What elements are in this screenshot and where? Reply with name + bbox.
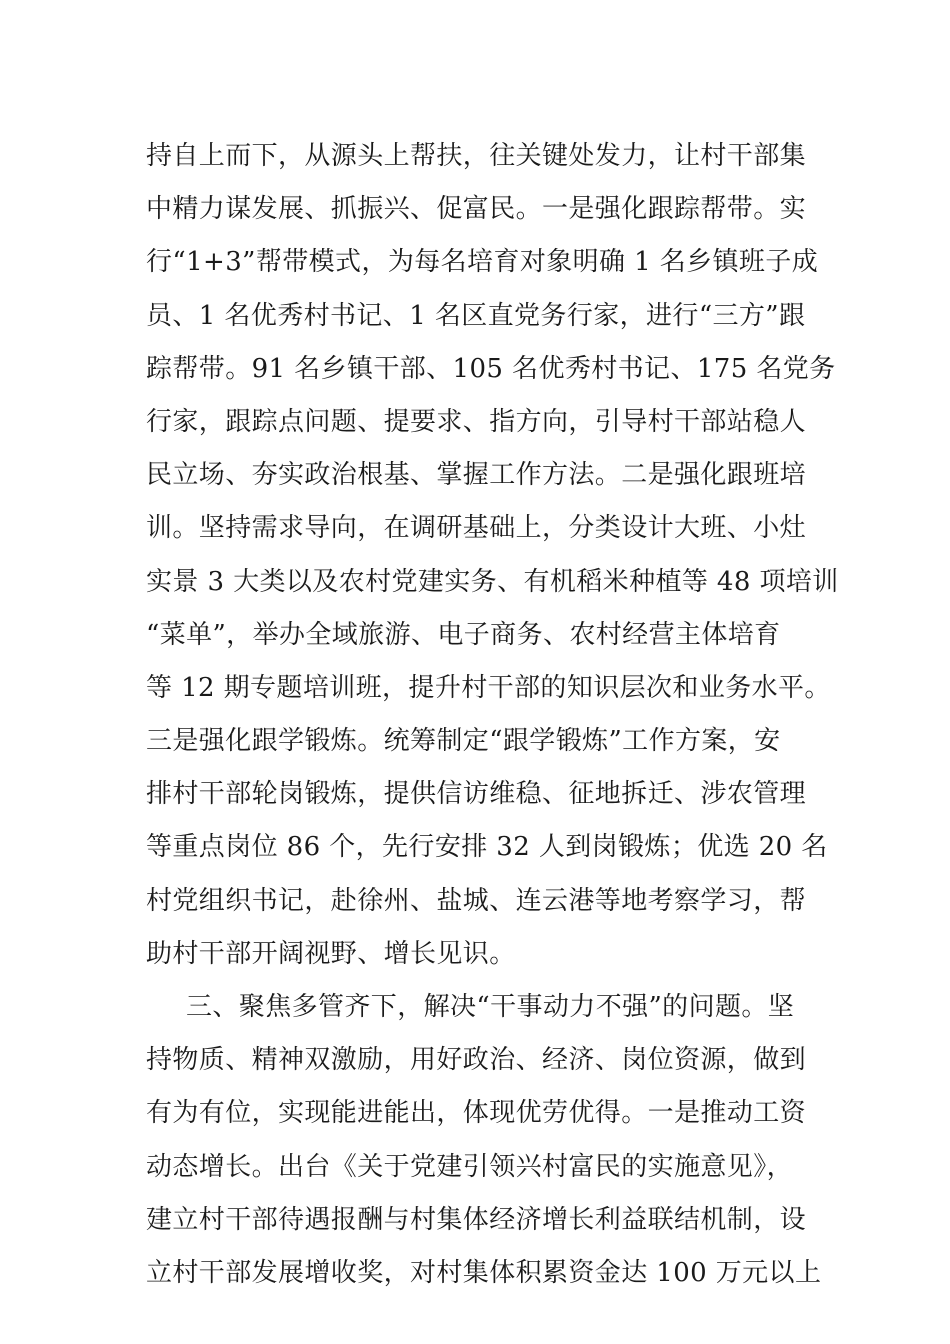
text-line: 助村干部开阔视野、增长见识。: [146, 938, 516, 969]
text-line: 行“1+3”帮带模式，为每名培育对象明确 1 名乡镇班子成: [146, 247, 819, 278]
text-line: 立村干部发展增收奖，对村集体积累资金达 100 万元以上: [146, 1257, 822, 1288]
text-line: 建立村干部待遇报酬与村集体经济增长利益联结机制，设: [146, 1204, 807, 1235]
text-line: 等重点岗位 86 个，先行安排 32 人到岗锻炼；优选 20 名: [146, 832, 828, 863]
text-line: 持物质、精神双激励，用好政治、经济、岗位资源，做到: [146, 1045, 807, 1076]
text-line: 村党组织书记，赴徐州、盐城、连云港等地考察学习，帮: [146, 885, 807, 916]
text-line: 等 12 期专题培训班，提升村干部的知识层次和业务水平。: [146, 672, 831, 703]
text-line: “菜单”，举办全域旅游、电子商务、农村经营主体培育: [146, 619, 781, 650]
text-line: 动态增长。出台《关于党建引领兴村富民的实施意见》，: [146, 1151, 794, 1182]
text-line: 持自上而下，从源头上帮扶，往关键处发力，让村干部集: [146, 141, 807, 171]
text-line: 行家，跟踪点问题、提要求、指方向，引导村干部站稳人: [146, 406, 807, 437]
text-line: 有为有位，实现能进能出，体现优劳优得。一是推动工资: [146, 1098, 807, 1129]
text-line: 员、1 名优秀村书记、1 名区直党务行家，进行“三方”跟: [146, 300, 806, 331]
text-line: 中精力谋发展、抓振兴、促富民。一是强化跟踪帮带。实: [146, 194, 807, 225]
text-line: 三是强化跟学锻炼。统筹制定“跟学锻炼”工作方案，安: [146, 726, 781, 757]
text-line: 踪帮带。91 名乡镇干部、105 名优秀村书记、175 名党务: [146, 353, 836, 384]
body-text: [146, 130, 839, 1300]
text-line: 民立场、夯实政治根基、掌握工作方法。二是强化跟班培: [146, 460, 807, 491]
section-heading-line: 三、聚焦多管齐下，解决“干事动力不强”的问题。坚: [186, 992, 795, 1022]
text-line: 实景 3 大类以及农村党建实务、有机稻米种植等 48 项培训: [146, 566, 839, 597]
text-line: 排村干部轮岗锻炼，提供信访维稳、征地拆迁、涉农管理: [146, 779, 807, 810]
text-line: 训。坚持需求导向，在调研基础上，分类设计大班、小灶: [146, 513, 807, 544]
